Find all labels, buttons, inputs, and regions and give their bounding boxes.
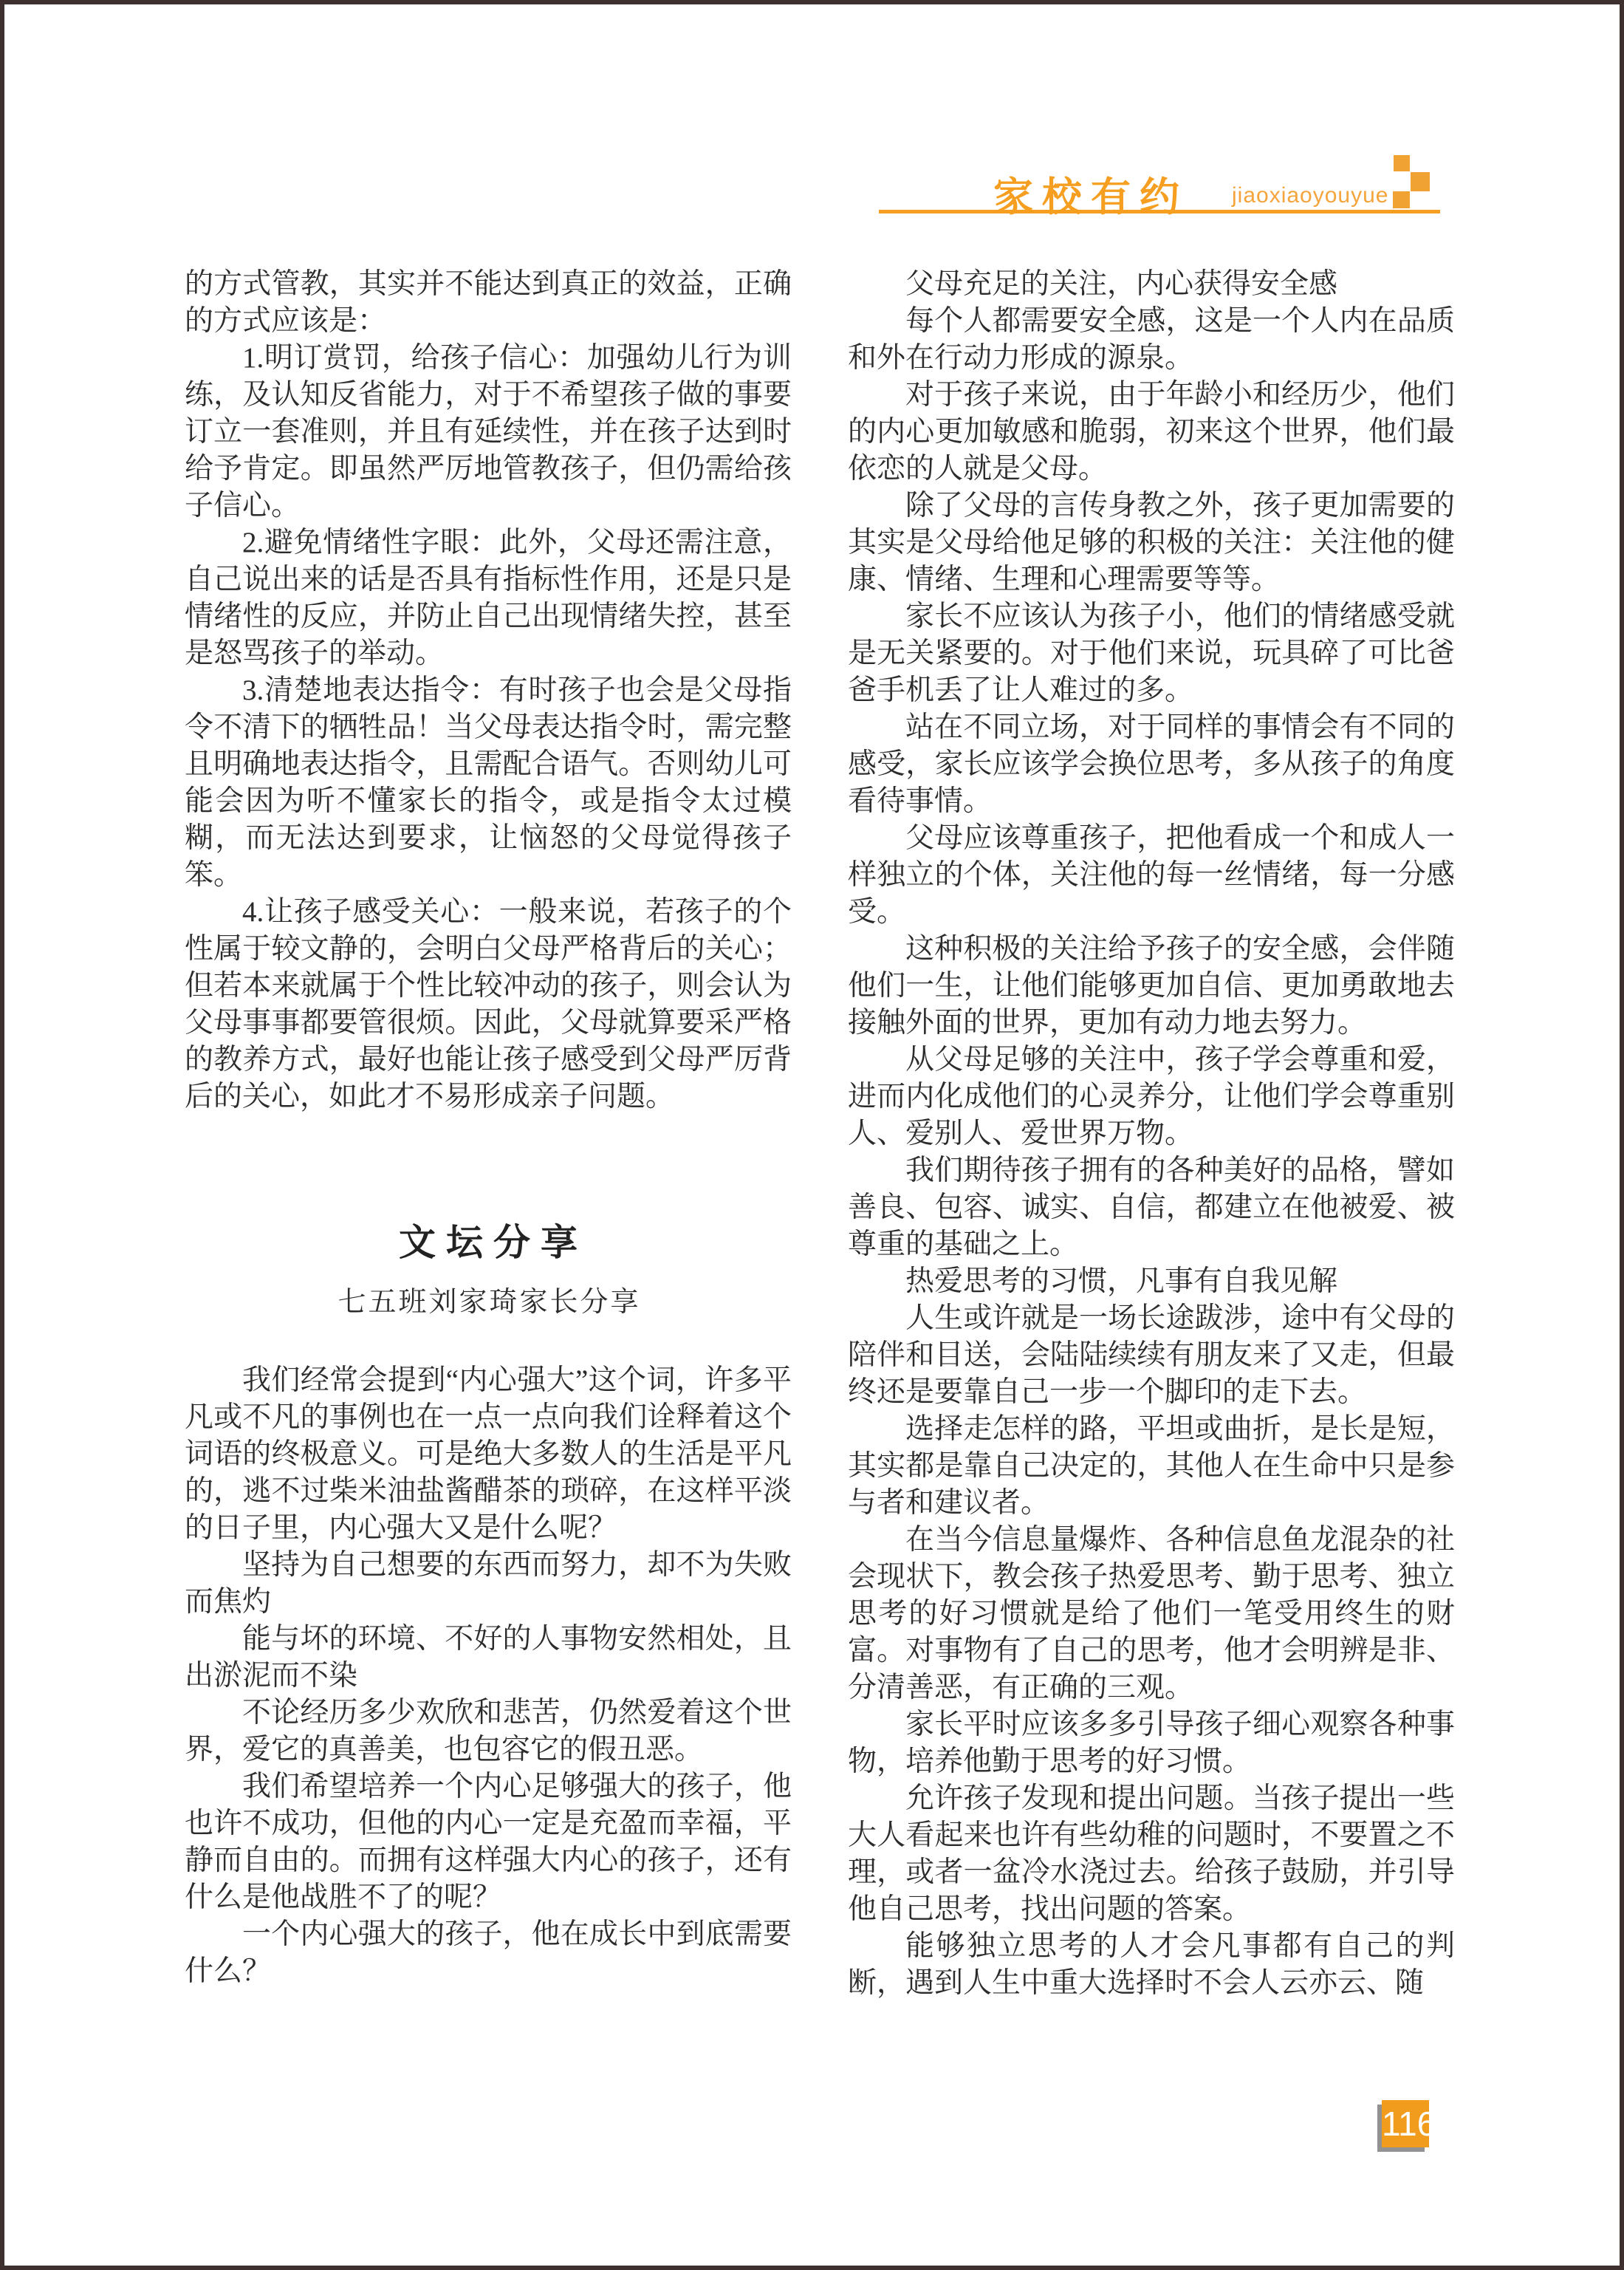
paragraph: 能与坏的环境、不好的人事物安然相处，且出淤泥而不染	[185, 1623, 792, 1692]
paragraph: 人生或许就是一场长途跋涉，途中有父母的陪伴和目送，会陆陆续续有朋友来了又走，但最终还是要靠自己一步一个脚印的走下去。	[848, 1302, 1455, 1408]
paragraph: 允许孩子发现和提出问题。当孩子提出一些大人看起来也许有些幼稚的问题时，不要置之不理，或者一盆冷水浇过去。给孩子鼓励，并引导他自己思考，找出问题的答案。	[848, 1782, 1455, 1925]
paragraph: 除了父母的言传身教之外，孩子更加需要的其实是父母给他足够的积极的关注：关注他的健康、情绪、生理和心理需要等等。	[848, 490, 1455, 595]
paragraph: 坚持为自己想要的东西而努力，却不为失败而焦灼	[185, 1549, 792, 1618]
section-subtitle: 七五班刘家琦家长分享	[338, 1287, 641, 1318]
paragraph: 4.让孩子感受关心：一般来说，若孩子的个性属于较文静的，会明白父母严格背后的关心；但若本来就属于个性比较冲动的孩子，则会认为父母事事都要管很烦。因此，父母就算要采严格的教养方式，最好也能让孩子感受到父母严厉背后的关心，如此才不易形成亲子问题。	[185, 896, 792, 1112]
paragraph: 1.明订赏罚，给孩子信心：加强幼儿行为训练，及认知反省能力，对于不希望孩子做的事要订立一套准则，并且有延续性，并在孩子达到时给予肯定。即虽然严厉地管教孩子，但仍需给孩子信心。	[185, 342, 792, 522]
stair-square-bottom-icon	[1393, 191, 1410, 208]
header-pinyin: jiaoxiaoyouyue	[1232, 183, 1389, 208]
page-number-badge: 116	[1382, 2100, 1429, 2147]
paragraph: 每个人都需要安全感，这是一个人内在品质和外在行动力形成的源泉。	[848, 305, 1455, 374]
right-column	[848, 266, 1455, 2002]
paragraph: 一个内心强大的孩子，他在成长中到底需要什么？	[185, 1918, 792, 1987]
stair-square-top-icon	[1394, 155, 1410, 171]
paragraph: 热爱思考的习惯，凡事有自我见解	[905, 1265, 1338, 1297]
left-column-bottom-paragraphs	[185, 1362, 792, 1990]
paragraph: 的方式管教，其实并不能达到真正的效益，正确的方式应该是：	[185, 268, 792, 337]
paragraph: 2.避免情绪性字眼：此外，父母还需注意，自己说出来的话是否具有指标性作用，还是只是情绪性的反应，并防止自己出现情绪失控，甚至是怒骂孩子的举动。	[185, 527, 792, 669]
header-title: 家校有约	[993, 175, 1188, 219]
paragraph: 这种积极的关注给予孩子的安全感，会伴随他们一生，让他们能够更加自信、更加勇敢地去接触外面的世界，更加有动力地去努力。	[848, 933, 1455, 1039]
left-column	[185, 266, 792, 1990]
paragraph: 对于孩子来说，由于年龄小和经历少，他们的内心更加敏感和脆弱，初来这个世界，他们最依恋的人就是父母。	[848, 379, 1455, 485]
paragraph: 不论经历多少欢欣和悲苦，仍然爱着这个世界，爱它的真善美，也包容它的假丑恶。	[185, 1697, 792, 1765]
paragraph: 父母应该尊重孩子，把他看成一个和成人一样独立的个体，关注他的每一丝情绪，每一分感受。	[848, 822, 1455, 928]
paragraph: 家长不应该认为孩子小，他们的情绪感受就是无关紧要的。对于他们来说，玩具碎了可比爸爸手机丢了让人难过的多。	[848, 601, 1455, 706]
paragraph: 家长平时应该多多引导孩子细心观察各种事物，培养他勤于思考的好习惯。	[848, 1709, 1455, 1777]
paragraph: 我们希望培养一个内心足够强大的孩子，他也许不成功，但他的内心一定是充盈而幸福，平静而自由的。而拥有这样强大内心的孩子，还有什么是他战胜不了的呢？	[185, 1771, 792, 1913]
paragraph: 能够独立思考的人才会凡事都有自己的判断，遇到人生中重大选择时不会人云亦云、随	[848, 1930, 1455, 1999]
paragraph: 选择走怎样的路，平坦或曲折，是长是短，其实都是靠自己决定的，其他人在生命中只是参与者和建议者。	[848, 1413, 1455, 1519]
left-column-top-paragraphs	[185, 266, 792, 1115]
paragraph: 从父母足够的关注中，孩子学会尊重和爱，进而内化成他们的心灵养分，让他们学会尊重别人、爱别人、爱世界万物。	[848, 1044, 1455, 1149]
paragraph: 我们经常会提到“内心强大”这个词，许多平凡或不凡的事例也在一点一点向我们诠释着这个词语的终极意义。可是绝大多数人的生活是平凡的，逃不过柴米油盐酱醋茶的琐碎，在这样平淡的日子里，内心强大又是什么呢？	[185, 1364, 792, 1544]
stair-square-middle-icon	[1411, 172, 1430, 191]
paragraph: 3.清楚地表达指令：有时孩子也会是父母指令不清下的牺牲品！当父母表达指令时，需完整且明确地表达指令，且需配合语气。否则幼儿可能会因为听不懂家长的指令，或是指令太过模糊，而无法达到要求，让恼怒的父母觉得孩子笨。	[185, 674, 792, 891]
paragraph: 在当今信息量爆炸、各种信息鱼龙混杂的社会现状下，教会孩子热爱思考、勤于思考、独立思考的好习惯就是给了他们一笔受用终生的财富。对事物有了自己的思考，他才会明辨是非、分清善恶，有正确的三观。	[848, 1524, 1455, 1703]
paragraph: 父母充足的关注，内心获得安全感	[905, 268, 1338, 300]
paragraph: 站在不同立场，对于同样的事情会有不同的感受，家长应该学会换位思考，多从孩子的角度看待事情。	[848, 711, 1455, 817]
section-title: 文坛分享	[399, 1222, 588, 1263]
paragraph: 我们期待孩子拥有的各种美好的品格，譬如善良、包容、诚实、自信，都建立在他被爱、被尊重的基础之上。	[848, 1155, 1455, 1260]
